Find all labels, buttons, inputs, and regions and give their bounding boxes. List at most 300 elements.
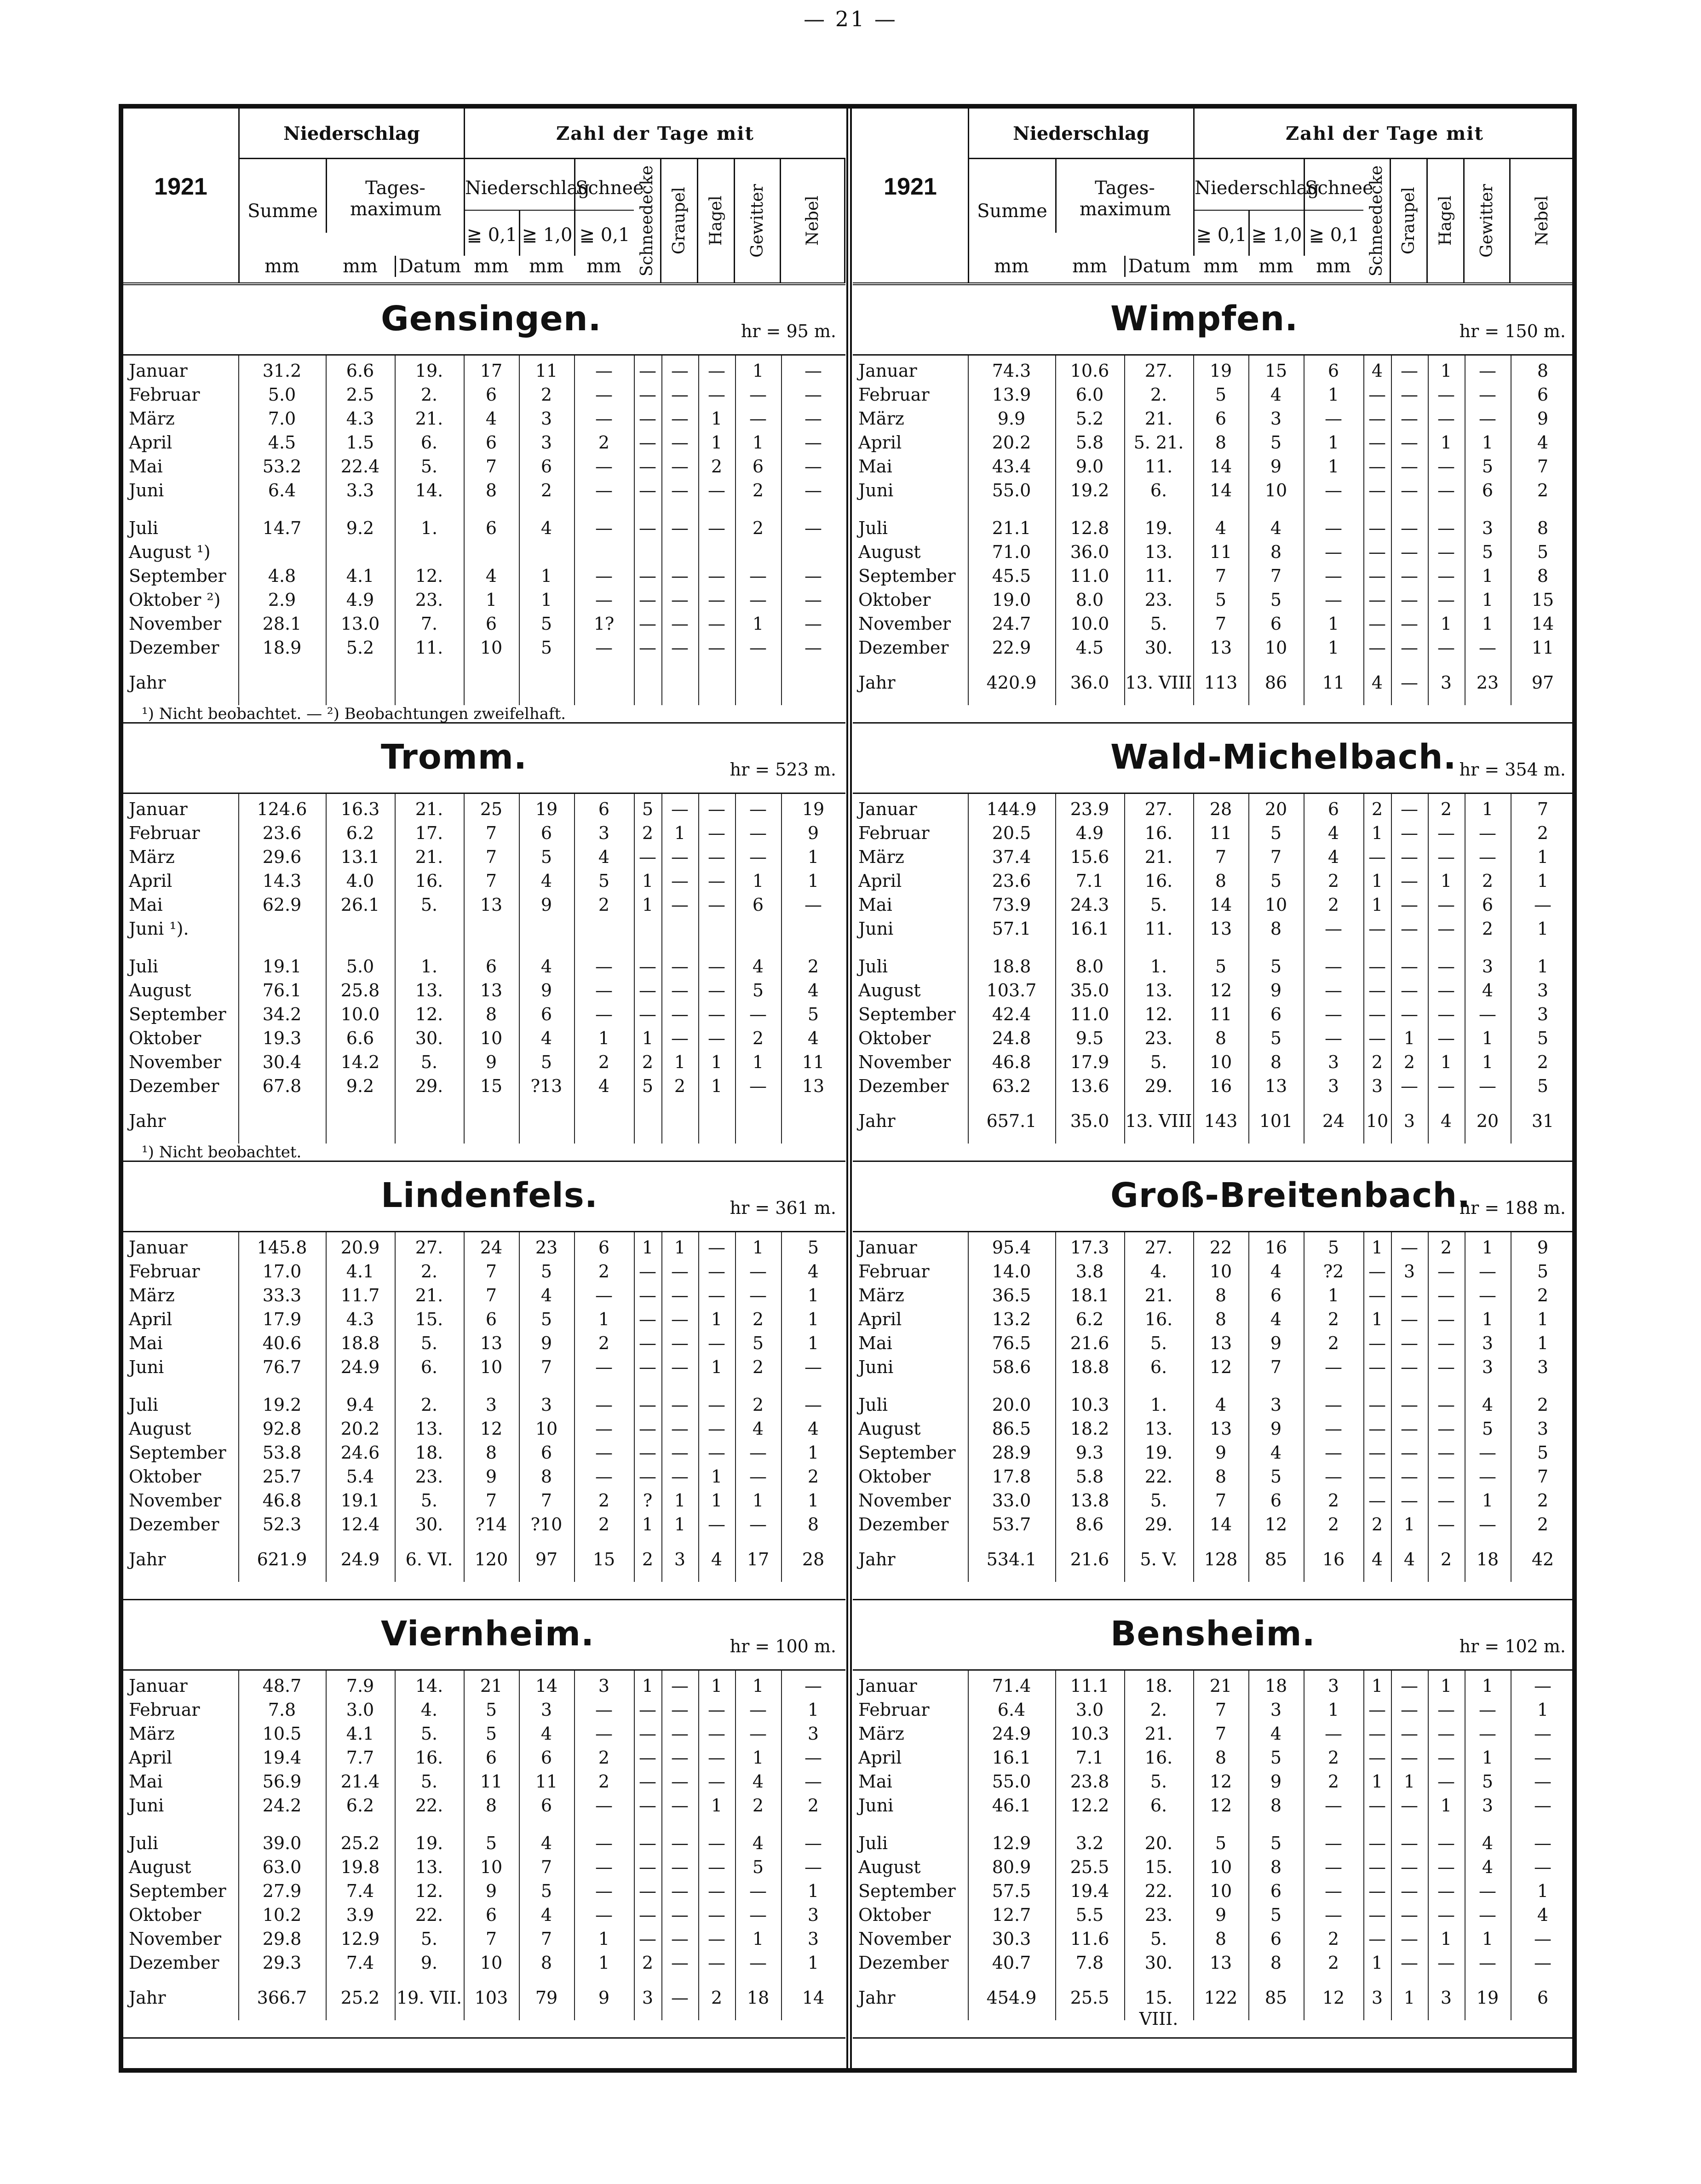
- gewitter-header: Gewitter: [735, 159, 781, 282]
- station-name: Wald-Michelbach.: [1110, 737, 1457, 777]
- unit-mm: mm: [474, 256, 509, 277]
- ge10-header: ≧ 1,0: [519, 210, 574, 256]
- cell-tagesmaximum: 14.2: [340, 1052, 380, 1072]
- cell-datum: 6.: [1150, 1795, 1167, 1816]
- table-row: [853, 589, 1575, 610]
- cell-niederschlag-01: 9: [485, 1052, 497, 1072]
- cell-schnee-01: 4: [1327, 823, 1339, 843]
- cell-niederschlag-01: 11: [1209, 1004, 1232, 1024]
- cell-niederschlag-01: 3: [485, 1395, 497, 1415]
- cell-niederschlag-01: 4: [485, 408, 497, 429]
- cell-niederschlag-10: 7: [540, 1857, 552, 1877]
- cell-datum: 12.: [415, 1004, 443, 1024]
- month-label: Dezember: [129, 1953, 219, 1973]
- cell-nebel: 2: [807, 956, 819, 977]
- month-label: November: [858, 614, 951, 634]
- cell-tagesmaximum: 5.8: [1075, 432, 1104, 453]
- cell-schneedecke: —: [1368, 408, 1386, 429]
- cell-graupel: 1: [674, 1052, 686, 1072]
- cell-schnee-01: 2: [1327, 1514, 1339, 1535]
- cell-graupel: —: [1401, 361, 1418, 381]
- table-row: [123, 1237, 845, 1258]
- cell-tagesmaximum: 25.5: [1070, 1857, 1109, 1877]
- cell-summe: 31.2: [262, 361, 302, 381]
- cell-datum: 23.: [415, 1466, 443, 1487]
- month-label: Dezember: [129, 638, 219, 658]
- cell-graupel: 1: [1403, 1988, 1415, 2008]
- cell-graupel: —: [1401, 432, 1418, 453]
- cell-gewitter: 5: [1482, 456, 1494, 477]
- cell-tagesmaximum: 18.8: [340, 1333, 380, 1353]
- cell-schnee-01: —: [1325, 1004, 1342, 1024]
- cell-hagel: 1: [1440, 1795, 1452, 1816]
- cell-schnee-01: 2: [1327, 1953, 1339, 1973]
- cell-summe: 9.9: [997, 408, 1026, 429]
- month-label: März: [858, 1285, 904, 1305]
- station-name: Groß-Breitenbach.: [1110, 1176, 1471, 1215]
- cell-nebel: —: [805, 1357, 822, 1377]
- unit-mm: mm: [343, 256, 378, 277]
- year-label: 1921: [154, 173, 207, 200]
- cell-graupel: —: [1401, 1419, 1418, 1439]
- cell-datum: 22.: [1144, 1466, 1173, 1487]
- cell-niederschlag-01: 6: [485, 518, 497, 538]
- cell-nebel: 31: [1531, 1111, 1554, 1131]
- cell-summe: 6.4: [268, 480, 296, 500]
- cell-tagesmaximum: 11.0: [1070, 1004, 1109, 1024]
- cell-nebel: —: [805, 566, 822, 586]
- cell-summe: 19.0: [992, 590, 1031, 610]
- cell-summe: 17.8: [992, 1466, 1031, 1487]
- month-label: November: [858, 1490, 951, 1511]
- cell-tagesmaximum: 11.6: [1070, 1929, 1109, 1949]
- cell-nebel: 5: [1537, 1261, 1549, 1282]
- cell-niederschlag-01: 12: [1209, 1771, 1232, 1792]
- cell-hagel: 1: [711, 408, 723, 429]
- cell-hagel: —: [708, 1771, 725, 1792]
- cell-graupel: —: [1401, 385, 1418, 405]
- cell-gewitter: —: [1479, 1881, 1496, 1901]
- cell-niederschlag-01: 7: [485, 1285, 497, 1305]
- cell-tagesmaximum: 4.0: [346, 871, 374, 891]
- cell-schneedecke: —: [1368, 1490, 1386, 1511]
- table-row: [123, 384, 845, 405]
- cell-gewitter: 3: [1482, 1333, 1494, 1353]
- table-row: [123, 1699, 845, 1720]
- cell-hagel: 4: [711, 1549, 723, 1569]
- cell-graupel: —: [1401, 1676, 1418, 1696]
- cell-graupel: —: [1401, 1357, 1418, 1377]
- cell-niederschlag-01: 21: [1209, 1676, 1232, 1696]
- cell-datum: 29.: [415, 1076, 443, 1096]
- cell-tagesmaximum: 7.7: [346, 1747, 374, 1768]
- cell-schnee-01: 4: [1327, 847, 1339, 867]
- cell-datum: 2.: [1150, 1700, 1167, 1720]
- cell-schneedecke: —: [639, 432, 656, 453]
- month-label: Mai: [129, 895, 163, 915]
- cell-gewitter: 1: [1482, 1052, 1494, 1072]
- cell-schnee-01: 1: [598, 1953, 610, 1973]
- cell-tagesmaximum: 17.9: [1070, 1052, 1109, 1072]
- cell-schnee-01: —: [595, 566, 613, 586]
- cell-graupel: —: [1401, 456, 1418, 477]
- cell-schneedecke: —: [639, 1357, 656, 1377]
- month-label: Juni: [858, 919, 894, 939]
- cell-schneedecke: 1: [642, 1028, 654, 1048]
- cell-summe: 144.9: [986, 799, 1037, 819]
- cell-summe: 20.5: [992, 823, 1031, 843]
- cell-schnee-01: 2: [1327, 1771, 1339, 1792]
- cell-niederschlag-01: 6: [485, 1747, 497, 1768]
- cell-hagel: —: [1437, 1309, 1455, 1329]
- cell-graupel: —: [1401, 1443, 1418, 1463]
- cell-graupel: —: [671, 1004, 689, 1024]
- cell-niederschlag-01: 103: [474, 1988, 508, 2008]
- cell-nebel: 13: [802, 1076, 825, 1096]
- cell-niederschlag-10: 8: [1270, 1857, 1282, 1877]
- cell-nebel: 3: [807, 1929, 819, 1949]
- table-row: [853, 432, 1575, 453]
- cell-datum: 13.: [1144, 980, 1173, 1000]
- cell-tagesmaximum: 3.3: [346, 480, 374, 500]
- cell-datum: 19.: [415, 1833, 443, 1853]
- cell-graupel: —: [671, 1771, 689, 1792]
- cell-niederschlag-01: 4: [1215, 1395, 1227, 1415]
- cell-summe: 24.7: [992, 614, 1031, 634]
- station-table: [853, 354, 1575, 705]
- cell-hagel: 1: [711, 1466, 723, 1487]
- cell-schneedecke: 1: [642, 895, 654, 915]
- cell-hagel: —: [708, 1004, 725, 1024]
- cell-datum: 30.: [415, 1028, 443, 1048]
- table-row: [123, 1028, 845, 1049]
- cell-niederschlag-01: 7: [1215, 614, 1227, 634]
- cell-schnee-01: 4: [598, 1076, 610, 1096]
- cell-summe: 63.2: [992, 1076, 1031, 1096]
- cell-graupel: —: [671, 1261, 689, 1282]
- cell-hagel: —: [1437, 1466, 1455, 1487]
- cell-nebel: 8: [807, 1514, 819, 1535]
- cell-summe: 45.5: [992, 566, 1031, 586]
- cell-schneedecke: —: [1368, 638, 1386, 658]
- cell-hagel: 1: [1440, 432, 1452, 453]
- cell-schneedecke: —: [1368, 1357, 1386, 1377]
- cell-schneedecke: —: [639, 566, 656, 586]
- cell-tagesmaximum: 6.2: [346, 823, 374, 843]
- cell-summe: 40.6: [262, 1333, 302, 1353]
- cell-niederschlag-01: 5: [1215, 385, 1227, 405]
- station-name: Bensheim.: [1110, 1614, 1316, 1654]
- cell-summe: 366.7: [257, 1988, 307, 2008]
- cell-summe: 56.9: [262, 1771, 302, 1792]
- summe-header: Summe: [238, 159, 326, 282]
- cell-hagel: —: [1437, 1953, 1455, 1973]
- cell-gewitter: 18: [747, 1988, 770, 2008]
- month-label: Jahr: [129, 672, 166, 693]
- cell-summe: 19.1: [262, 956, 302, 977]
- station-title: [123, 1171, 845, 1226]
- cell-schneedecke: 1: [1371, 871, 1383, 891]
- datum-label: Datum: [1124, 256, 1193, 277]
- cell-nebel: 1: [1537, 871, 1549, 891]
- cell-niederschlag-10: 4: [1270, 1724, 1282, 1744]
- cell-summe: 28.9: [992, 1443, 1031, 1463]
- cell-gewitter: —: [1479, 1443, 1496, 1463]
- cell-gewitter: 17: [747, 1549, 770, 1569]
- cell-tagesmaximum: 9.2: [346, 1076, 374, 1096]
- cell-niederschlag-10: 4: [540, 1833, 552, 1853]
- cell-gewitter: 3: [1482, 1357, 1494, 1377]
- cell-datum: 17.: [415, 823, 443, 843]
- cell-nebel: 3: [807, 1724, 819, 1744]
- cell-niederschlag-10: 7: [540, 1357, 552, 1377]
- month-label: September: [858, 1004, 956, 1024]
- cell-tagesmaximum: 9.5: [1075, 1028, 1104, 1048]
- cell-niederschlag-01: 12: [1209, 1795, 1232, 1816]
- cell-gewitter: —: [749, 1261, 767, 1282]
- cell-summe: 92.8: [262, 1419, 302, 1439]
- cell-niederschlag-01: 143: [1204, 1111, 1238, 1131]
- month-label: November: [129, 1929, 222, 1949]
- cell-gewitter: 1: [1482, 1309, 1494, 1329]
- cell-gewitter: 2: [752, 1795, 764, 1816]
- month-label: Mai: [858, 895, 892, 915]
- hagel-header: Hagel: [1428, 159, 1465, 282]
- cell-schnee-01: 2: [598, 1771, 610, 1792]
- zahl-der-tage-header: Zahl der Tage mit: [464, 109, 845, 159]
- month-label: Februar: [129, 1261, 200, 1282]
- cell-graupel: —: [671, 1724, 689, 1744]
- cell-schneedecke: 3: [1371, 1076, 1383, 1096]
- cell-niederschlag-01: 11: [480, 1771, 503, 1792]
- station-block: [123, 724, 845, 1162]
- cell-niederschlag-10: 16: [1264, 1237, 1287, 1258]
- cell-datum: 11.: [1144, 919, 1173, 939]
- cell-schneedecke: —: [1368, 1419, 1386, 1439]
- cell-gewitter: —: [749, 1905, 767, 1925]
- cell-graupel: —: [1401, 1237, 1418, 1258]
- cell-niederschlag-10: 8: [540, 1953, 552, 1973]
- month-label: Juli: [129, 518, 159, 538]
- cell-hagel: —: [1437, 1881, 1455, 1901]
- table-row: [853, 1833, 1575, 1854]
- cell-nebel: 1: [807, 1309, 819, 1329]
- cell-schneedecke: —: [1368, 1395, 1386, 1415]
- cell-schneedecke: —: [639, 1905, 656, 1925]
- cell-gewitter: 2: [752, 1028, 764, 1048]
- cell-niederschlag-10: ?13: [530, 1076, 563, 1096]
- cell-niederschlag-01: 13: [1209, 638, 1232, 658]
- table-header: [123, 109, 845, 285]
- cell-niederschlag-01: 8: [1215, 1466, 1227, 1487]
- cell-summe: 57.5: [992, 1881, 1031, 1901]
- cell-niederschlag-01: 10: [1209, 1881, 1232, 1901]
- cell-niederschlag-01: 13: [480, 980, 503, 1000]
- cell-niederschlag-01: 5: [1215, 590, 1227, 610]
- cell-datum: 15. VIII.: [1139, 1988, 1178, 2029]
- cell-schneedecke: —: [639, 638, 656, 658]
- cell-gewitter: 2: [752, 1357, 764, 1377]
- cell-schnee-01: —: [1325, 542, 1342, 562]
- cell-schneedecke: 1: [1371, 1771, 1383, 1792]
- cell-graupel: —: [671, 456, 689, 477]
- table-row: [123, 1549, 845, 1570]
- cell-schneedecke: 3: [642, 1988, 654, 2008]
- cell-schneedecke: 1: [1371, 1953, 1383, 1973]
- cell-summe: 76.7: [262, 1357, 302, 1377]
- cell-schneedecke: —: [1368, 1261, 1386, 1282]
- cell-graupel: —: [671, 847, 689, 867]
- cell-summe: 40.7: [992, 1953, 1031, 1973]
- table-row: [123, 956, 845, 977]
- month-label: Mai: [129, 1771, 163, 1792]
- cell-hagel: —: [1437, 1395, 1455, 1415]
- station-altitude: hr = 95 m.: [741, 321, 836, 341]
- cell-tagesmaximum: 19.1: [340, 1490, 380, 1511]
- table-row: [853, 894, 1575, 915]
- table-row: [853, 1418, 1575, 1439]
- month-label: Mai: [858, 456, 892, 477]
- cell-nebel: 2: [1537, 1490, 1549, 1511]
- cell-gewitter: —: [749, 799, 767, 819]
- cell-hagel: —: [1437, 980, 1455, 1000]
- cell-hagel: —: [1437, 638, 1455, 658]
- cell-hagel: —: [708, 1929, 725, 1949]
- cell-hagel: —: [708, 1443, 725, 1463]
- cell-datum: 16.: [1144, 1309, 1173, 1329]
- cell-tagesmaximum: 12.9: [340, 1929, 380, 1949]
- cell-gewitter: —: [749, 1881, 767, 1901]
- cell-graupel: —: [671, 1676, 689, 1696]
- month-label: Oktober: [129, 1466, 201, 1487]
- cell-summe: 7.0: [268, 408, 296, 429]
- cell-schneedecke: 10: [1366, 1111, 1389, 1131]
- hagel-header: Hagel: [698, 159, 735, 282]
- cell-schnee-01: —: [595, 980, 613, 1000]
- table-row: [853, 613, 1575, 634]
- cell-datum: 5.: [420, 1333, 438, 1353]
- cell-summe: 52.3: [262, 1514, 302, 1535]
- cell-schneedecke: —: [639, 590, 656, 610]
- cell-niederschlag-10: 20: [1264, 799, 1287, 819]
- cell-hagel: —: [1437, 895, 1455, 915]
- cell-schneedecke: 5: [642, 1076, 654, 1096]
- cell-gewitter: 5: [1482, 542, 1494, 562]
- cell-hagel: —: [1437, 823, 1455, 843]
- cell-nebel: —: [805, 456, 822, 477]
- cell-gewitter: —: [1479, 1514, 1496, 1535]
- month-label: Februar: [129, 1700, 200, 1720]
- table-row: [853, 1952, 1575, 1973]
- graupel-header: Graupel: [661, 159, 698, 282]
- cell-summe: 33.0: [992, 1490, 1031, 1511]
- table-row: [853, 1795, 1575, 1816]
- cell-summe: 23.6: [262, 823, 302, 843]
- table-row: [123, 517, 845, 539]
- cell-nebel: 97: [1531, 672, 1554, 693]
- cell-graupel: —: [671, 590, 689, 610]
- cell-schneedecke: 1: [1371, 1237, 1383, 1258]
- cell-schnee-01: —: [595, 1795, 613, 1816]
- cell-hagel: —: [708, 1833, 725, 1853]
- cell-gewitter: 1: [752, 614, 764, 634]
- cell-datum: 22.: [415, 1905, 443, 1925]
- cell-gewitter: 20: [1476, 1111, 1499, 1131]
- cell-niederschlag-10: 19: [535, 799, 558, 819]
- cell-datum: 14.: [415, 480, 443, 500]
- cell-hagel: —: [1437, 385, 1455, 405]
- month-label: März: [129, 1724, 175, 1744]
- cell-schnee-01: 1: [1327, 1285, 1339, 1305]
- cell-tagesmaximum: 7.8: [1075, 1953, 1104, 1973]
- cell-nebel: 5: [1537, 1028, 1549, 1048]
- cell-nebel: 1: [1537, 1309, 1549, 1329]
- month-label: November: [129, 1490, 222, 1511]
- cell-datum: 13.: [1144, 542, 1173, 562]
- cell-summe: 657.1: [986, 1111, 1037, 1131]
- cell-niederschlag-10: 3: [540, 408, 552, 429]
- gewitter-header: Gewitter: [1465, 159, 1511, 282]
- table-row: [853, 637, 1575, 658]
- cell-summe: 43.4: [992, 456, 1031, 477]
- cell-hagel: —: [708, 361, 725, 381]
- cell-schnee-01: —: [595, 385, 613, 405]
- cell-niederschlag-10: 9: [1270, 1419, 1282, 1439]
- cell-nebel: 3: [1537, 1419, 1549, 1439]
- cell-niederschlag-10: 6: [1270, 1004, 1282, 1024]
- unit-mm: mm: [994, 256, 1029, 277]
- cell-schnee-01: 1: [1327, 638, 1339, 658]
- cell-hagel: —: [708, 614, 725, 634]
- month-label: Januar: [129, 1237, 188, 1258]
- cell-niederschlag-01: 10: [480, 1953, 503, 1973]
- cell-nebel: —: [805, 590, 822, 610]
- cell-tagesmaximum: 4.9: [346, 590, 374, 610]
- cell-tagesmaximum: 25.5: [1070, 1988, 1109, 2008]
- month-label: März: [858, 847, 904, 867]
- station-table: [123, 793, 845, 1144]
- cell-tagesmaximum: 4.1: [346, 1261, 374, 1282]
- cell-summe: 13.2: [992, 1309, 1031, 1329]
- cell-datum: 5.: [420, 1929, 438, 1949]
- cell-datum: 19.: [1144, 518, 1173, 538]
- cell-nebel: 42: [1531, 1549, 1554, 1569]
- cell-schneedecke: —: [639, 480, 656, 500]
- cell-datum: 13.: [415, 1857, 443, 1877]
- cell-datum: 12.: [415, 1881, 443, 1901]
- cell-hagel: 1: [1440, 614, 1452, 634]
- cell-schnee-01: 2: [1327, 1490, 1339, 1511]
- cell-datum: 2.: [420, 1261, 438, 1282]
- cell-nebel: 1: [1537, 956, 1549, 977]
- cell-graupel: 2: [674, 1076, 686, 1096]
- cell-gewitter: —: [749, 1466, 767, 1487]
- cell-nebel: 7: [1537, 1466, 1549, 1487]
- cell-datum: 14.: [415, 1676, 443, 1696]
- cell-tagesmaximum: 26.1: [340, 895, 380, 915]
- cell-hagel: —: [1437, 518, 1455, 538]
- cell-gewitter: 6: [752, 895, 764, 915]
- cell-nebel: 1: [1537, 1700, 1549, 1720]
- cell-datum: 5.: [1150, 1490, 1167, 1511]
- cell-niederschlag-01: 8: [1215, 1285, 1227, 1305]
- cell-gewitter: 1: [752, 1490, 764, 1511]
- cell-schneedecke: —: [639, 385, 656, 405]
- unit-mm: mm: [1316, 256, 1351, 277]
- station-name: Gensingen.: [381, 299, 602, 339]
- cell-datum: 4.: [420, 1700, 438, 1720]
- cell-datum: 27.: [1144, 361, 1173, 381]
